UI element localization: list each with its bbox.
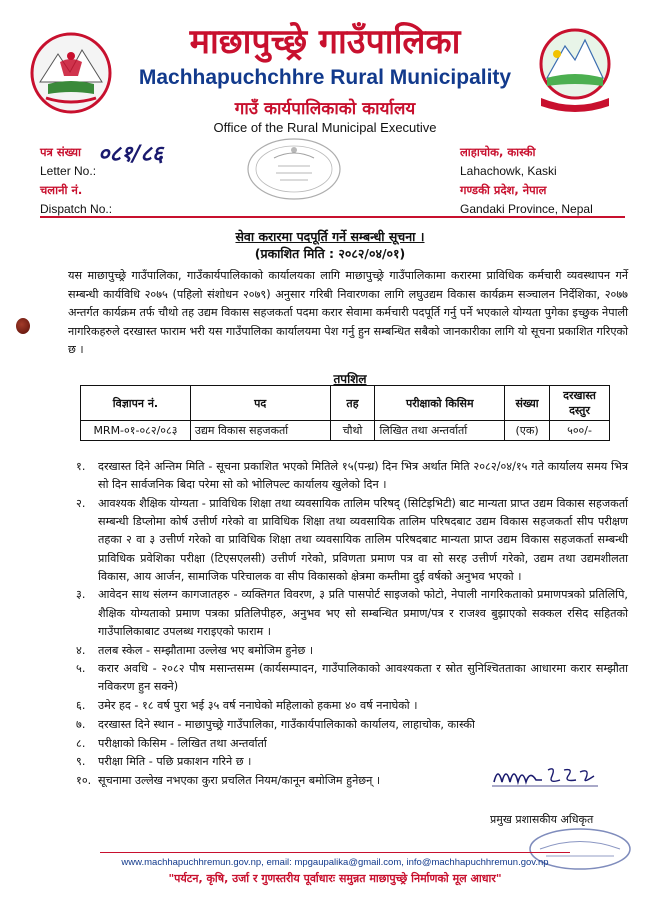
cell-count: (एक)	[505, 421, 550, 441]
header-divider	[40, 216, 625, 218]
header-level: तह	[330, 386, 375, 421]
dispatch-no-label-english: Dispatch No.:	[40, 202, 113, 216]
list-number: २.	[76, 496, 86, 510]
place-nepali: लाहाचोक, कास्की	[460, 145, 536, 159]
list-number: ७.	[76, 717, 86, 731]
letter-meta-right	[460, 143, 635, 219]
list-item	[68, 642, 628, 660]
list-text: दरखास्त दिने स्थान - माछापुच्छ्रे गाउँपालिका, गाउँकार्यपालिकाको कार्यालय, लाहाचोक, कास्की	[98, 717, 475, 731]
cell-ad-no: MRM-०१-०८२/०८३	[81, 421, 191, 441]
table-row	[81, 421, 610, 441]
header-exam-type: परीक्षाको किसिम	[375, 386, 505, 421]
cell-post: उद्यम विकास सहजकर्ता	[190, 421, 330, 441]
list-number: ४.	[76, 643, 86, 657]
province-english: Gandaki Province, Nepal	[460, 202, 593, 216]
list-text: करार अवधि - २०८२ पौष मसान्तसम्म (कार्यसम्पादन, गाउँपालिकाको आवश्यकता र स्रोत सुनिश्चितताका आधारमा करार सम्झौता नविकरण हुन सक्ने)	[98, 662, 628, 694]
list-text: परीक्षा मिति - पछि प्रकाशन गरिने छ ।	[98, 755, 252, 769]
list-item	[68, 716, 628, 734]
list-number: ९.	[76, 755, 86, 769]
nepal-emblem-logo	[30, 32, 112, 114]
officer-signature	[490, 762, 600, 790]
letterhead	[0, 0, 645, 140]
list-text: परीक्षाको किसिम - लिखित तथा अन्तर्वार्ता	[98, 736, 267, 750]
letter-no-label-nepali: पत्र संख्या	[40, 145, 82, 159]
list-number: १०.	[76, 773, 92, 787]
municipality-title-nepali: माछापुच्छ्रे गाउँपालिका	[189, 22, 461, 62]
notice-title: सेवा करारमा पदपूर्ति गर्ने सम्बन्धी सूचना ।	[235, 229, 425, 244]
municipality-logo	[535, 26, 615, 116]
conditions-list	[68, 458, 628, 791]
vacancy-table	[80, 385, 610, 441]
list-item	[68, 660, 628, 696]
list-number: ५.	[76, 662, 86, 676]
letter-number-handwritten: ०८१/८६	[98, 142, 164, 167]
footer-contact: www.machhapuchhremun.gov.np, email: mpgaupalika@gmail.com, info@machhapuchhremun.gov.np	[121, 857, 549, 868]
list-item	[68, 586, 628, 641]
signatory-title: प्रमुख प्रशासकीय अधिकृत	[490, 813, 594, 826]
header-fee: दरखास्त दस्तुर	[550, 386, 610, 421]
office-seal	[244, 136, 344, 202]
list-text: आवेदन साथ संलग्न कागजातहरु - व्यक्तिगत विवरण, ३ प्रति पासपोर्ट साइजको फोटो, नेपाली नागरिकताको प्रमाणपत्रको प्रतिलिपि, शैक्षिक योग्यताको प्रमाण पत्रका प्रतिलिपीहरु, अनुभव भए सो सम्बन्धित प्रमाण/पत्र र राजश्व बुझाएको सक्कल रसिद सहितको गाउँपालिकाबाट उपलब्ध गराइएको फाराम ।	[98, 588, 628, 638]
cell-exam-type: लिखित तथा अन्तर्वार्ता	[375, 421, 505, 441]
province-nepali: गण्डकी प्रदेश, नेपाल	[460, 183, 547, 197]
list-number: ६.	[76, 699, 86, 713]
list-text: दरखास्त दिने अन्तिम मिति - सूचना प्रकाशित भएको मितिले १५(पन्ध्र) दिन भित्र अर्थात मिति २०८२/०४/१५ गते कार्यालय समय भित्र सो दिन सार्वजनिक बिदा परेमा सो को भोलिपल्ट कार्यालय खुलेको दिन ।	[98, 460, 628, 492]
list-number: ८.	[76, 736, 86, 750]
header-count: संख्या	[505, 386, 550, 421]
list-number: १.	[76, 460, 86, 473]
footer-divider	[100, 852, 570, 853]
office-title-english: Office of the Rural Municipal Executive	[213, 120, 437, 135]
list-text: आवश्यक शैक्षिक योग्यता - प्राविधिक शिक्षा तथा व्यवसायिक तालिम परिषद् (सिटिइभिटी) बाट मान्यता प्राप्त उद्यम विकास सहजकर्ता सम्बन्धी डिप्लोमा कोर्ष उत्तीर्ण गरेको वा प्राविधिक शिक्षा तथा व्यवसायिक तालिम परिषदबाट उद्यम विकास सहजकर्ता सीप परीक्षण तहका २ वा ३ उत्तीर्ण गरेको वा प्राविधिक शिक्षा तथा व्यवसायिक तालिम परिषदबाट मान्यता प्राप्त उद्यम विकास सहजकर्ता सम्बन्धी प्राविधिक प्रवेशिका परीक्षा (टिएसएलसी) उत्तीर्ण गरेको, प्रविणता प्रमाण पत्र वा सो सरह उत्तीर्ण गरेको, उद्यम तथा उद्यमशीलता विकास, आय आर्जन, सामाजिक परिचालक वा सीप विकासको क्षेत्रमा कम्तीमा दुई वर्षको अनुभव भएको ।	[98, 496, 628, 583]
notice-body: यस माछापुच्छ्रे गाउँपालिका, गाउँकार्यपालिकाको कार्यालयका लागि माछापुच्छ्रे गाउँपालिकामा करारमा प्राविधिक कर्मचारी व्यवस्थापन गर्ने सम्बन्धी कार्यविधि २०७५ (पहिलो संशोधन २०७९) अनुसार गरिबी निवारणका लागि लघुउद्यम विकास कार्यक्रम सञ्चालन निर्देशिका, २०७७ अन्तर्गत कार्यक्रम तर्फ चौथो तह उद्यम विकास सहजकर्ता पदमा करार सेवामा कर्मचारी पदपूर्ति गर्नु पर्ने भएकाले योग्यता पुगेका इच्छुक नेपाली नागरिकहरुले दरखास्त फाराम भरी यस गाउँपालिका कार्यालयमा पेश गर्नु हुन सम्बन्धित सबैको जानकारीका लागि यो सूचना प्रकाशित गरिएको छ ।	[68, 269, 628, 357]
notice-date: (प्रकाशित मिति : २०८२/०४/०१)	[254, 246, 406, 261]
table-caption: तपशिल	[333, 372, 367, 386]
list-text: तलब स्केल - सम्झौतामा उल्लेख भए बमोजिम हुनेछ ।	[98, 643, 314, 657]
punch-hole-mark	[16, 318, 30, 334]
letter-no-label-english: Letter No.:	[40, 164, 97, 178]
dispatch-no-label-nepali: चलानी नं.	[40, 183, 83, 197]
list-number: ३.	[76, 588, 86, 602]
list-item	[68, 697, 628, 715]
cell-fee: ५००/-	[550, 421, 610, 441]
table-header-row	[81, 386, 610, 421]
header-post: पद	[190, 386, 330, 421]
list-item	[68, 458, 628, 494]
list-text: उमेर हद - १८ वर्ष पुरा भई ३५ वर्ष ननाघेको महिलाको हकमा ४० वर्ष ननाघेको ।	[98, 699, 418, 713]
list-text: सूचनामा उल्लेख नभएका कुरा प्रचलित नियम/कानून बमोजिम हुनेछन् ।	[98, 773, 381, 787]
office-title-nepali: गाउँ कार्यपालिकाको कार्यालय	[234, 99, 416, 119]
header-ad-no: विज्ञापन नं.	[81, 386, 191, 421]
municipality-title-english: Machhapuchchhre Rural Municipality	[138, 66, 512, 89]
list-item	[68, 495, 628, 586]
place-english: Lahachowk, Kaski	[460, 164, 557, 178]
cell-level: चौथो	[330, 421, 375, 441]
list-item	[68, 735, 628, 753]
footer-slogan: "पर्यटन, कृषि, उर्जा र गुणस्तरीय पूर्वाधारः समुन्नत माछापुच्छ्रे निर्माणको मूल आधार"	[168, 872, 502, 885]
